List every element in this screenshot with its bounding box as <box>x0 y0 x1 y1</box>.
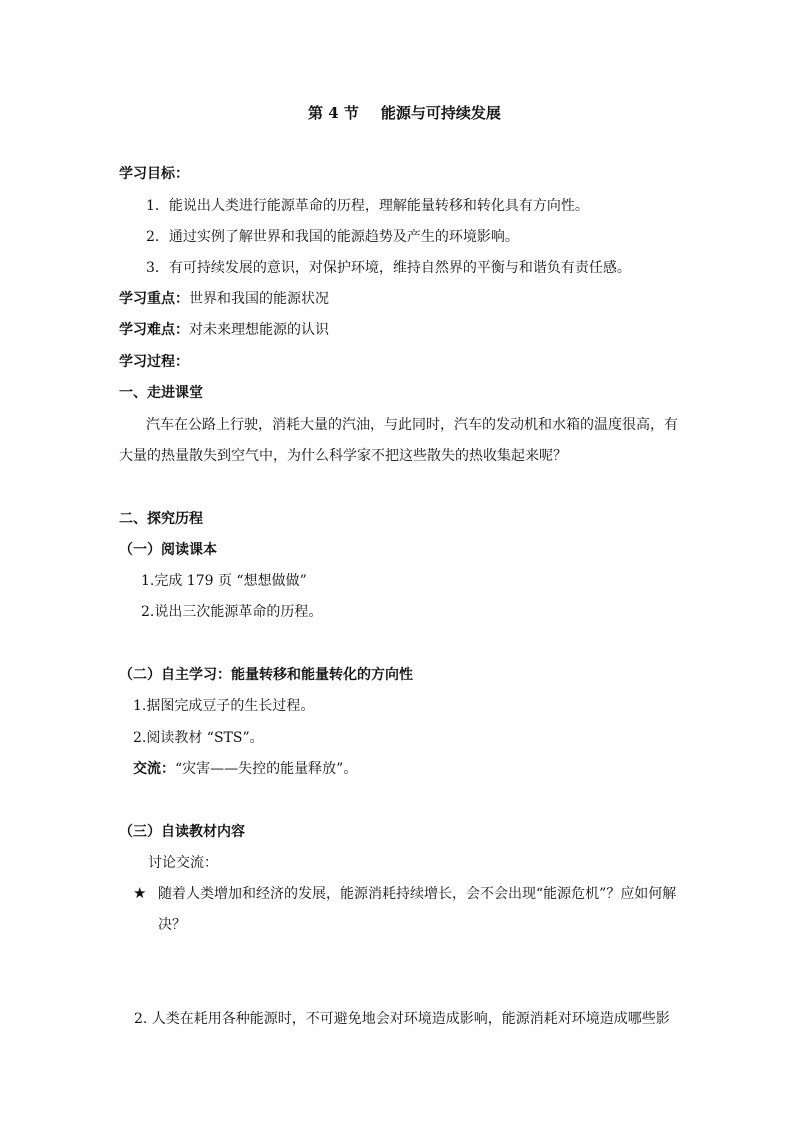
key-point-label: 学习重点： <box>119 291 189 307</box>
part1-para-line2: 大量的热量散失到空气中，为什么科学家不把这些散失的热收集起来呢？ <box>119 448 567 464</box>
exchange-label: 交流： <box>133 761 175 777</box>
part1-para-line1: 汽车在公路上行驶，消耗大量的汽油，与此同时，汽车的发动机和水箱的温度很高，有 <box>146 417 678 433</box>
sub2-exchange <box>133 759 357 779</box>
sub1-heading: （一）阅读课本 <box>119 542 217 558</box>
process-heading: 学习过程： <box>119 354 189 370</box>
sub3-discuss: 讨论交流： <box>148 855 218 871</box>
part2-heading: 二、探究历程 <box>119 511 203 527</box>
part1-heading: 一、走进课堂 <box>119 385 203 401</box>
objective-item-1: 1．能说出人类进行能源革命的历程，理解能量转移和转化具有方向性。 <box>146 198 589 214</box>
sub1-item-1: 1.完成 179 页 “想想做做” <box>141 573 307 589</box>
section-name: 能源与可持续发展 <box>380 104 501 122</box>
page-title <box>308 103 501 123</box>
sub2-item-2: 2.阅读教材 “STS”。 <box>133 730 264 746</box>
section-number: 第 4 节 <box>308 104 359 122</box>
sub1-item-2: 2.说出三次能源革命的历程。 <box>141 604 323 620</box>
objective-item-3: 3．有可持续发展的意识，对保护环境，维持自然界的平衡与和谐负有责任感。 <box>146 260 631 276</box>
difficulty-label: 学习难点： <box>119 322 189 338</box>
objective-item-2: 2．通过实例了解世界和我国的能源趋势及产生的环境影响。 <box>146 229 519 245</box>
key-point <box>119 289 329 309</box>
difficulty-text: 对未来理想能源的认识 <box>189 322 329 338</box>
key-point-text: 世界和我国的能源状况 <box>189 291 329 307</box>
objectives-heading: 学习目标： <box>119 166 189 182</box>
exchange-text: “灾害——失控的能量释放”。 <box>175 761 358 777</box>
sub3-q2: 2. 人类在耗用各种能源时，不可避免地会对环境造成影响，能源消耗对环境造成哪些影 <box>134 1011 670 1027</box>
sub2-heading: （二）自主学习：能量转移和能量转化的方向性 <box>119 667 413 683</box>
sub2-item-1: 1.据图完成豆子的生长过程。 <box>133 698 315 714</box>
sub3-heading: （三）自读教材内容 <box>119 824 245 840</box>
star-icon: ★ <box>133 884 147 902</box>
difficulty <box>119 320 329 340</box>
sub3-q1-line2: 决？ <box>158 917 186 933</box>
sub3-q1-line1: 随着人类增加和经济的发展，能源消耗持续增长，会不会出现“能源危机”？应如何解 <box>158 886 677 902</box>
